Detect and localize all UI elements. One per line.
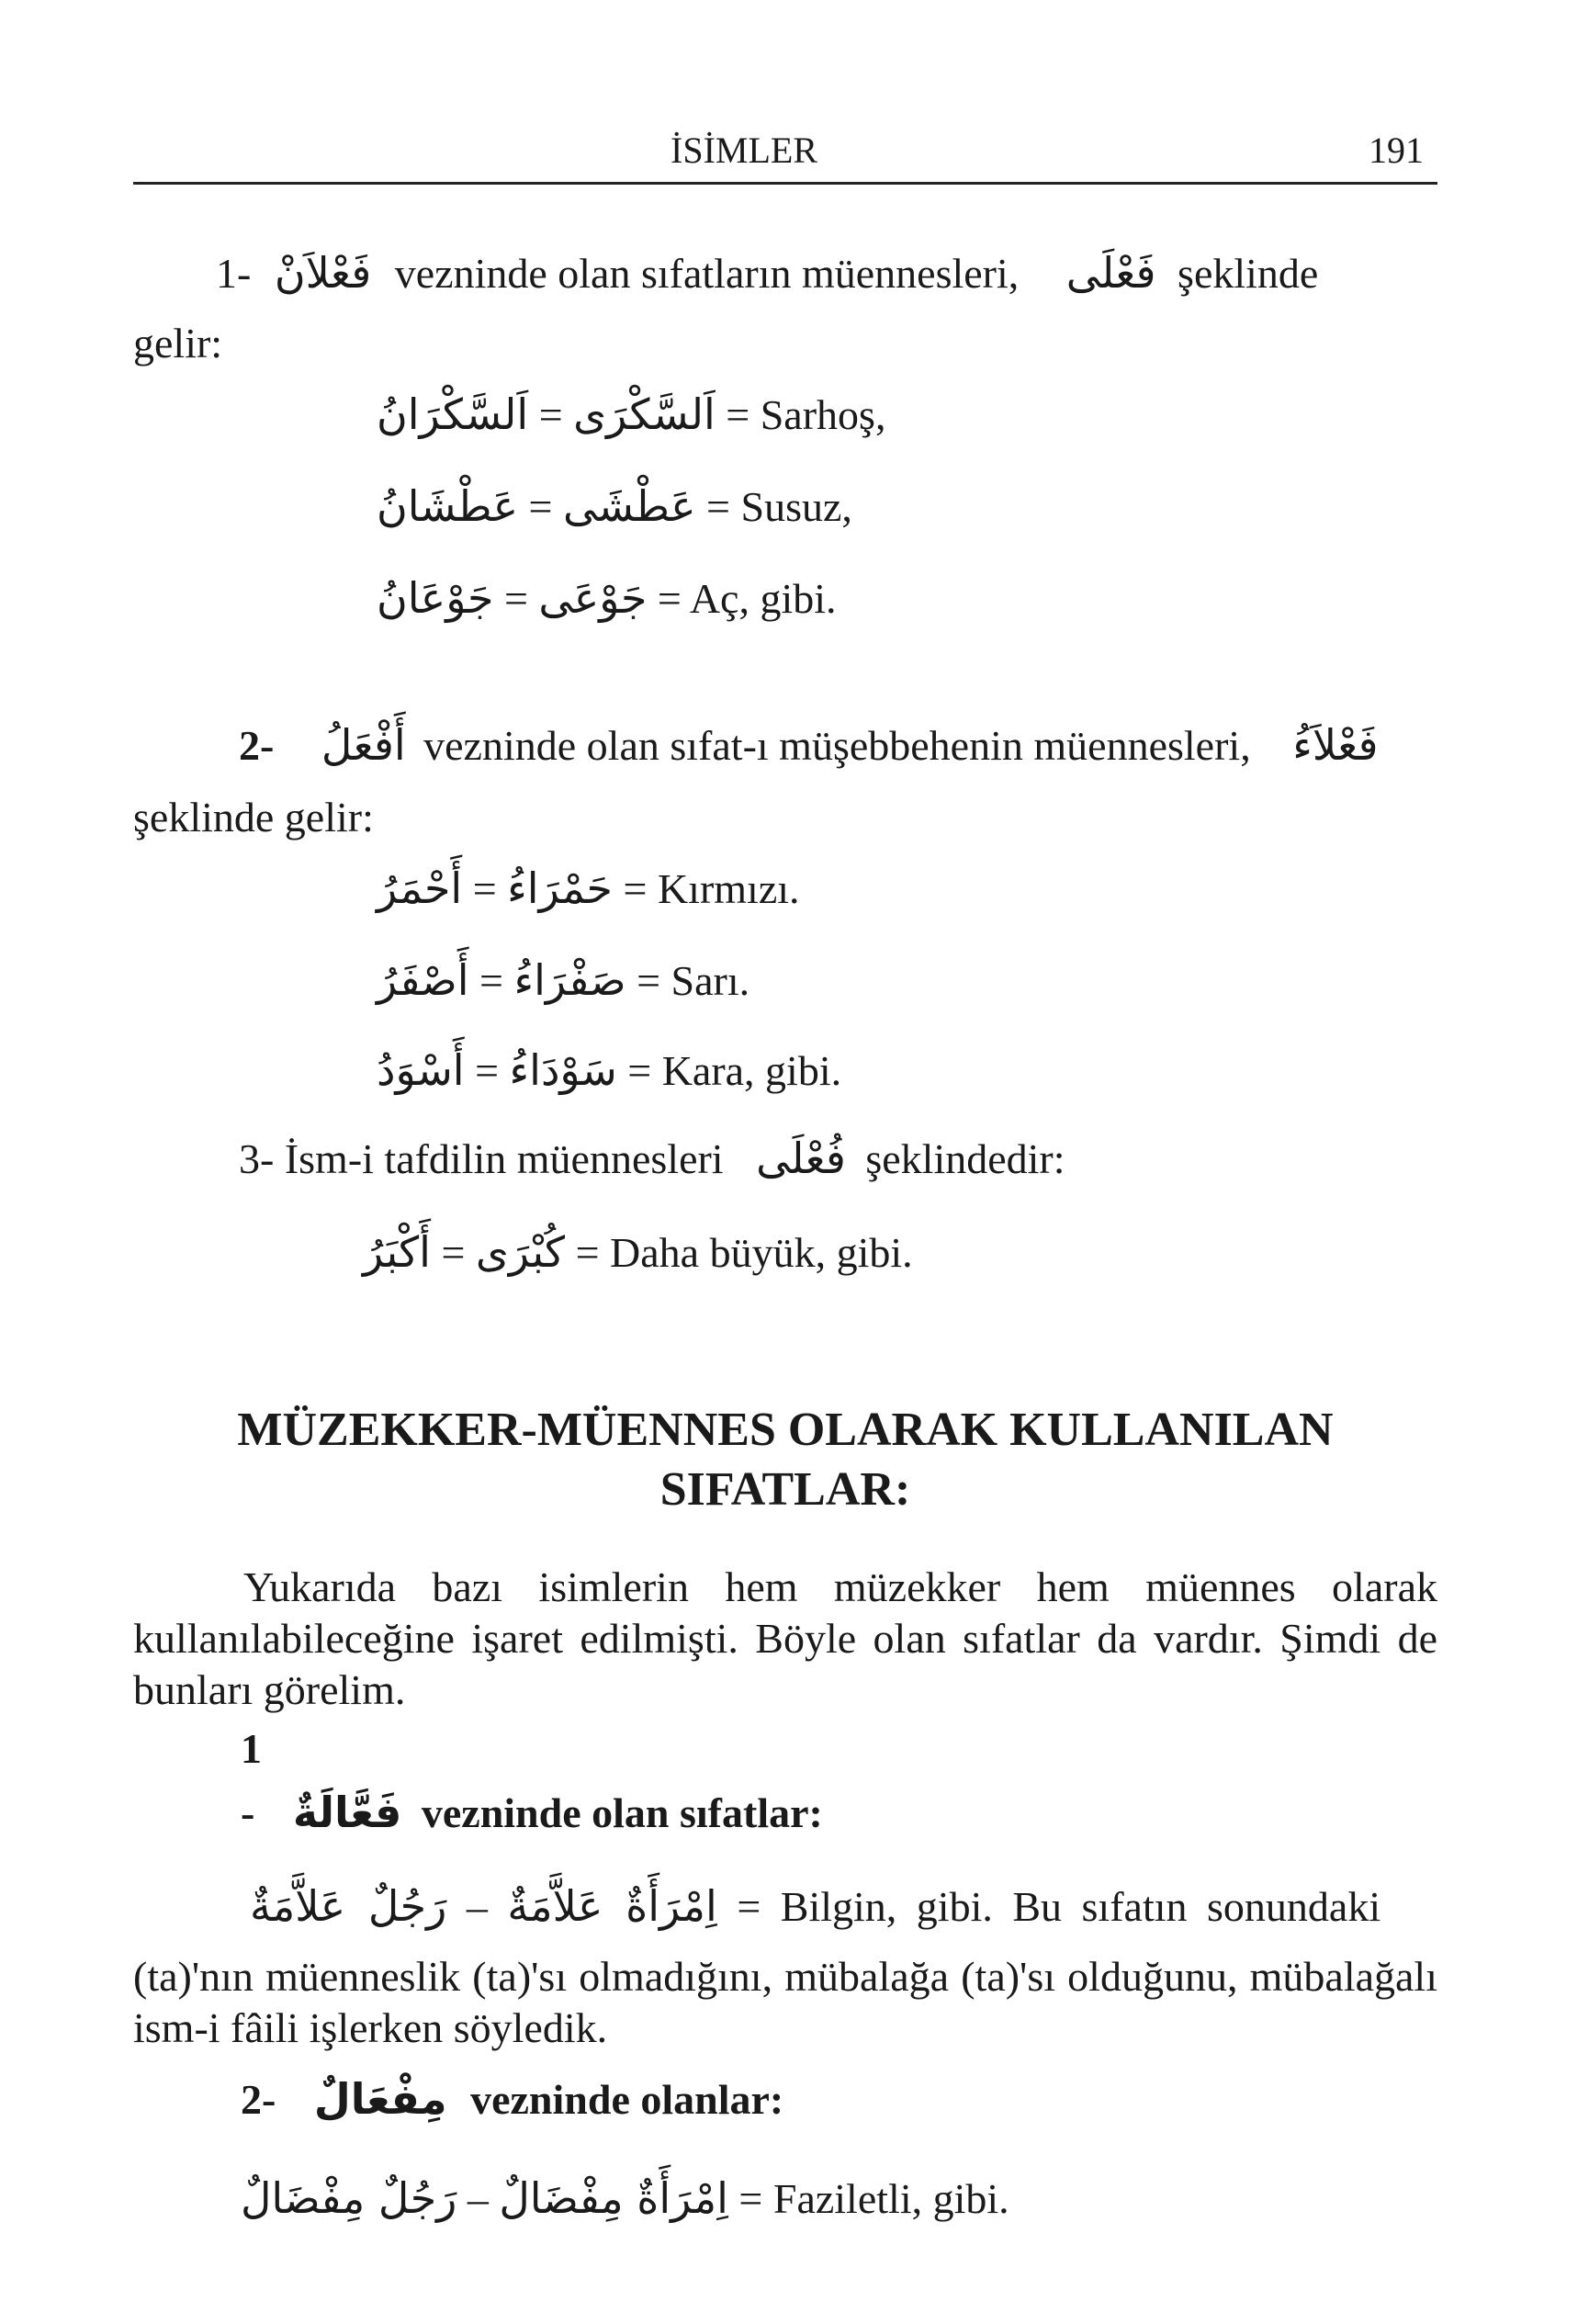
equals-sign: = xyxy=(726,391,750,438)
equals-sign: = xyxy=(479,957,503,1004)
section2-pattern-fem: فَعْلاَءُ xyxy=(1292,720,1379,770)
item2-example-ar2: رَجُلٌ مِفْضَالٌ xyxy=(241,2173,457,2223)
example-translation: Daha büyük, gibi. xyxy=(610,1229,913,1276)
item1-pattern: فَعَّالَةٌ xyxy=(292,1788,402,1837)
equals-sign: = xyxy=(627,1047,652,1094)
section2-example-1 xyxy=(377,863,800,914)
example-fem: سَوْدَاءُ xyxy=(509,1045,617,1095)
item1-heading xyxy=(241,1788,823,1838)
item1-example-translation: Bilgin, gibi. Bu sıfatın sonundaki xyxy=(780,1883,1381,1930)
section1-text-end: şeklinde xyxy=(1178,250,1319,297)
header-rule xyxy=(133,182,1437,185)
section1-example-1 xyxy=(377,389,885,440)
section3-text-end: şeklindedir: xyxy=(865,1135,1065,1182)
equals-sign: = xyxy=(472,865,497,912)
example-masc: اَلسَّكْرَانُ xyxy=(377,389,529,439)
example-translation: Kara, gibi. xyxy=(661,1047,842,1094)
item1-number: 1 xyxy=(241,1725,262,1772)
example-translation: Sarhoş, xyxy=(760,391,886,438)
section-heading-line1: MÜZEKKER-MÜENNES OLARAK KULLANILAN xyxy=(237,1404,1334,1456)
example-fem: اَلسَّكْرَى xyxy=(573,389,716,439)
item2-heading xyxy=(241,2074,783,2125)
example-masc: جَوْعَانُ xyxy=(377,573,494,623)
equals-sign: = xyxy=(475,1047,500,1094)
equals-sign: = xyxy=(637,957,661,1004)
section2-line2: şeklinde gelir: xyxy=(133,794,374,840)
example-translation: Aç, gibi. xyxy=(689,575,837,622)
equals-sign: = xyxy=(706,483,730,530)
equals-sign: = xyxy=(528,483,553,530)
equals-sign: = xyxy=(623,865,648,912)
item2-example-ar1: اِمْرَأَةٌ مِفْضَالٌ xyxy=(499,2173,728,2223)
section2-number: 2- xyxy=(239,722,275,769)
section1-line2: gelir: xyxy=(133,320,223,367)
section2-line1 xyxy=(239,720,1378,771)
example-masc: عَطْشَانُ xyxy=(377,481,519,531)
example-fem: صَفْرَاءُ xyxy=(513,955,626,1005)
section2-text: vezninde olan sıfat-ı müşebbehenin müennesleri, xyxy=(423,722,1251,769)
section3-example xyxy=(363,1227,913,1278)
item2-example xyxy=(241,2173,1009,2224)
page-number: 191 xyxy=(1369,130,1424,171)
example-fem: كُبْرَى xyxy=(475,1227,566,1277)
example-masc: أَكْبَرُ xyxy=(363,1227,431,1277)
equals-sign: = xyxy=(737,1883,761,1930)
section3-line1 xyxy=(239,1134,1065,1184)
section-heading-line2: SIFATLAR: xyxy=(659,1463,911,1516)
section-heading xyxy=(133,1400,1437,1519)
section2-example-3 xyxy=(377,1045,841,1096)
separator: – xyxy=(467,2175,489,2222)
equals-sign: = xyxy=(503,575,528,622)
equals-sign: = xyxy=(657,575,682,622)
item1-dash: - xyxy=(241,1789,255,1836)
item2-example-translation: Faziletli, gibi. xyxy=(772,2175,1009,2222)
example-translation: Kırmızı. xyxy=(657,865,800,912)
equals-sign: = xyxy=(441,1229,466,1276)
item1-paragraph: (ta)'nın müenneslik (ta)'sı olmadığını, mübalağa (ta)'sı olduğunu, mübalağalı ism-i fâili işlerken söyledik. xyxy=(133,1953,1437,2052)
equals-sign: = xyxy=(538,391,563,438)
example-fem: عَطْشَى xyxy=(562,481,696,531)
section1-number: 1- xyxy=(216,250,252,297)
section1-pattern-fem: فَعْلَى xyxy=(1065,248,1156,298)
section1-text: vezninde olan sıfatların müennesleri, xyxy=(394,250,1020,297)
item1-example xyxy=(250,1881,1381,1932)
equals-sign: = xyxy=(738,2175,763,2222)
item1-example-ar1: اِمْرَأَةٌ عَلاَّمَةٌ xyxy=(507,1881,717,1931)
example-fem: حَمْرَاءُ xyxy=(507,863,613,913)
example-fem: جَوْعَى xyxy=(538,573,648,623)
section3-pattern: فُعْلَى xyxy=(756,1134,846,1183)
example-translation: Susuz, xyxy=(740,483,852,530)
equals-sign: = xyxy=(575,1229,600,1276)
section1-pattern-masc: فَعْلاَنْ xyxy=(274,248,372,298)
item2-pattern: مِفْعَالٌ xyxy=(313,2074,447,2124)
section1-line1 xyxy=(216,248,1318,299)
example-masc: أَسْوَدُ xyxy=(377,1045,465,1095)
section1-example-2 xyxy=(377,481,852,532)
intro-paragraph: Yukarıda bazı isimlerin hem müzekker hem müennes olarak kullanılabileceğine işaret edilmişti. Böyle olan sıfatlar da vardır. Şimdi de bunları görelim. xyxy=(133,1563,1437,1714)
section2-example-2 xyxy=(377,955,749,1006)
example-masc: أَصْفَرُ xyxy=(377,955,469,1005)
section2-pattern-masc: أَفْعَلُ xyxy=(321,720,406,770)
section3-text: 3- İsm-i tafdilin müennesleri xyxy=(239,1135,724,1182)
separator: – xyxy=(466,1883,488,1930)
item1-label: vezninde olan sıfatlar: xyxy=(421,1789,823,1836)
section1-example-3 xyxy=(377,573,837,624)
example-masc: أَحْمَرُ xyxy=(377,863,463,913)
example-translation: Sarı. xyxy=(671,957,750,1004)
item1-example-ar2: رَجُلٌ عَلاَّمَةٌ xyxy=(250,1881,447,1931)
item2-number: 2- xyxy=(241,2076,276,2123)
item2-label: vezninde olanlar: xyxy=(470,2076,784,2123)
running-header-title: İSİMLER xyxy=(671,130,817,171)
